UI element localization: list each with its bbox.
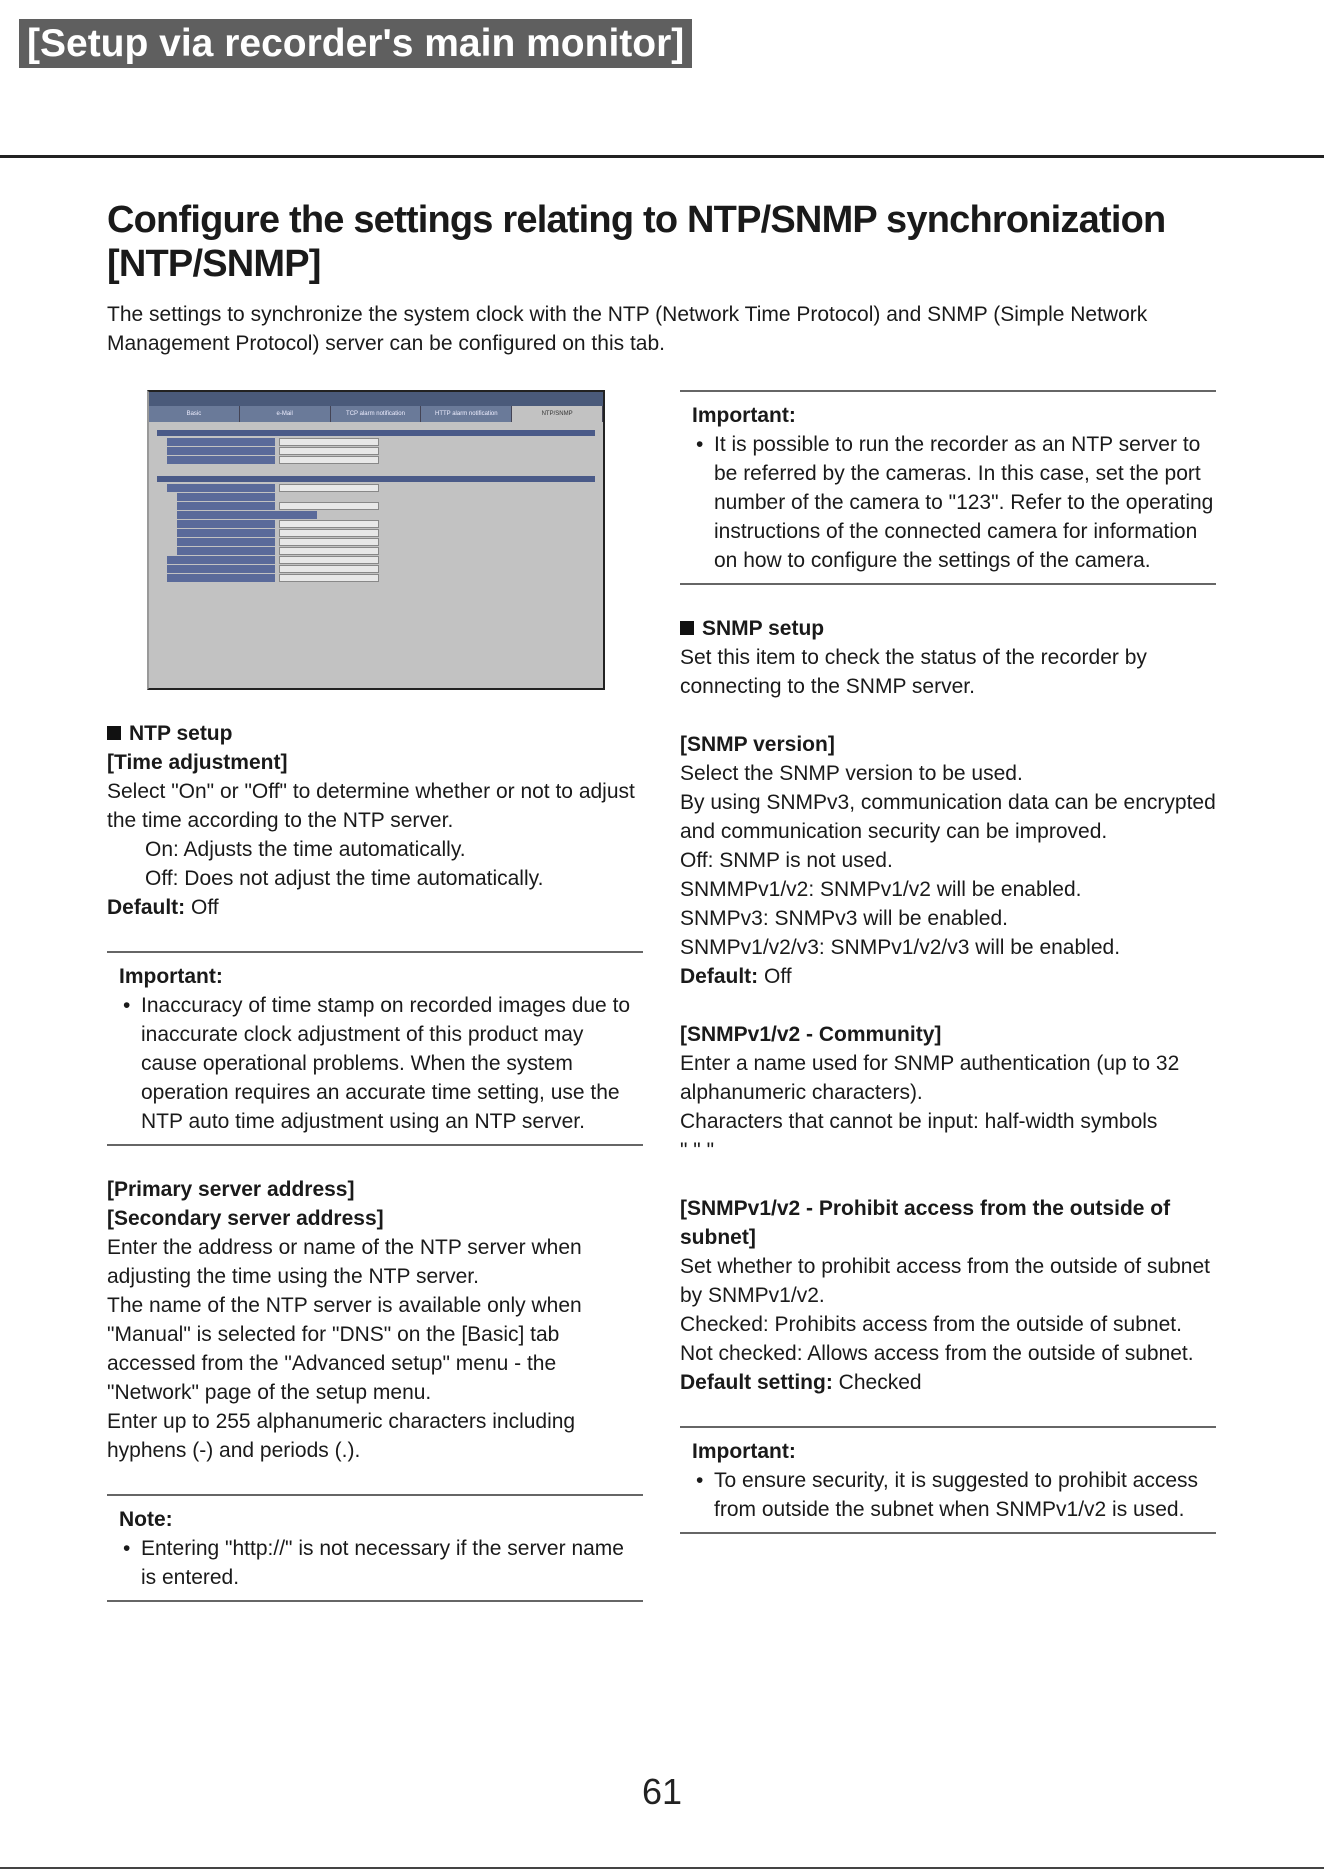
screenshot-row xyxy=(177,511,603,519)
server-desc-1: Enter the address or name of the NTP server when adjusting the time using the NTP server. xyxy=(107,1236,582,1288)
prohibit-default: Default setting: Checked xyxy=(680,1371,922,1394)
screenshot-row xyxy=(177,493,603,501)
snmp-version-option: Off: SNMP is not used. xyxy=(680,849,893,872)
important-bullet: • Inaccuracy of time stamp on recorded images due to inaccurate clock adjustment of this product may cause operational problems. When the system operation requires an accurate time setting, use the NTP auto time adjustment using an NTP server. xyxy=(123,994,631,1133)
important-bullet: • To ensure security, it is suggested to prohibit access from outside the subnet when SNMPv1/v2 is used. xyxy=(696,1469,1199,1521)
square-bullet-icon xyxy=(680,621,694,635)
community-symbols: " " " xyxy=(680,1139,715,1162)
community-title: [SNMPv1/v2 - Community] xyxy=(680,1023,942,1046)
time-adjustment-title: [Time adjustment] xyxy=(107,751,288,774)
screenshot-row xyxy=(167,438,603,446)
screenshot-ntp-band xyxy=(157,430,595,436)
screenshot-row xyxy=(177,502,603,510)
community-desc-2: Characters that cannot be input: half-width symbols xyxy=(680,1110,1158,1133)
screenshot-tab-active: NTP/SNMP xyxy=(512,406,603,422)
prohibit-checked: Checked: Prohibits access from the outside of subnet. xyxy=(680,1313,1182,1336)
screenshot-row xyxy=(177,547,603,555)
secondary-server-title: [Secondary server address] xyxy=(107,1207,384,1230)
snmp-version-title: [SNMP version] xyxy=(680,733,835,756)
primary-server-title: [Primary server address] xyxy=(107,1178,355,1201)
prohibit-access-desc: Set whether to prohibit access from the outside of subnet by SNMPv1/v2. xyxy=(680,1255,1210,1307)
snmp-version-option: SNMPv1/v2/v3: SNMPv1/v2/v3 will be enabled. xyxy=(680,936,1121,959)
note-box xyxy=(107,1494,643,1602)
time-adjustment-default: Default: Off xyxy=(107,896,219,919)
right-column xyxy=(680,390,1216,1534)
time-adjustment-desc: Select "On" or "Off" to determine whether or not to adjust the time according to the NTP server. xyxy=(107,780,635,832)
section-banner: [Setup via recorder's main monitor] xyxy=(19,19,692,68)
time-adjustment-on: On: Adjusts the time automatically. xyxy=(145,838,466,861)
screenshot-row xyxy=(167,456,603,464)
screenshot-row xyxy=(167,574,603,582)
community-desc-1: Enter a name used for SNMP authentication (up to 32 alphanumeric characters). xyxy=(680,1052,1180,1104)
page-title: Configure the settings relating to NTP/SNMP synchronization [NTP/SNMP] xyxy=(107,199,1166,285)
screenshot-row xyxy=(177,529,603,537)
important-box xyxy=(107,951,643,1146)
screenshot-snmp-band xyxy=(157,476,595,482)
server-desc-2: The name of the NTP server is available only when "Manual" is selected for "DNS" on the [Basic] tab accessed from the "Advanced setup" menu - the "Network" page of the setup menu. xyxy=(107,1294,582,1404)
screenshot-row xyxy=(167,484,603,492)
screenshot-row xyxy=(177,520,603,528)
intro-text: The settings to synchronize the system clock with the NTP (Network Time Protocol) and SNMP (Simple Network Management Protocol) server can be configured on this tab. xyxy=(107,303,1148,355)
screenshot-tab-bar xyxy=(149,406,603,422)
note-bullet: • Entering "http://" is not necessary if the server name is entered. xyxy=(123,1537,624,1589)
important-bullet: • It is possible to run the recorder as an NTP server to be referred by the cameras. In this case, set the port number of the camera to "123". Refer to the operating instructions of the connected camera for information on how to configure the settings of the camera. xyxy=(696,433,1214,572)
bottom-divider xyxy=(0,1867,1324,1869)
important-title: Important: xyxy=(692,1440,796,1463)
screenshot-row xyxy=(177,538,603,546)
snmp-version-default: Default: Off xyxy=(680,965,792,988)
screenshot-tab: TCP alarm notification xyxy=(331,406,422,422)
square-bullet-icon xyxy=(107,726,121,740)
prohibit-access-title: [SNMPv1/v2 - Prohibit access from the outside of subnet] xyxy=(680,1197,1171,1249)
snmp-setup-desc: Set this item to check the status of the recorder by connecting to the SNMP server. xyxy=(680,646,1147,698)
snmp-version-desc-1: Select the SNMP version to be used. xyxy=(680,762,1023,785)
snmp-version-option: SNMMPv1/v2: SNMPv1/v2 will be enabled. xyxy=(680,878,1082,901)
note-title: Note: xyxy=(119,1508,173,1531)
screenshot-row xyxy=(167,447,603,455)
screenshot-tab: HTTP alarm notification xyxy=(421,406,512,422)
screenshot-breadcrumb xyxy=(149,392,603,406)
top-divider xyxy=(0,155,1324,158)
settings-screenshot xyxy=(147,390,605,690)
screenshot-tab: e-Mail xyxy=(240,406,331,422)
page-number: 61 xyxy=(641,1771,683,1812)
ntp-setup-heading: NTP setup xyxy=(107,719,643,748)
snmp-version-option: SNMPv3: SNMPv3 will be enabled. xyxy=(680,907,1008,930)
time-adjustment-off: Off: Does not adjust the time automatically. xyxy=(145,867,544,890)
left-column xyxy=(107,390,643,1602)
snmp-version-desc-2: By using SNMPv3, communication data can be encrypted and communication security can be improved. xyxy=(680,791,1216,843)
important-box-security xyxy=(680,1426,1216,1534)
snmp-setup-heading: SNMP setup xyxy=(680,614,1216,643)
important-title: Important: xyxy=(692,404,796,427)
prohibit-not-checked: Not checked: Allows access from the outside of subnet. xyxy=(680,1342,1194,1365)
important-box-ntp-server xyxy=(680,390,1216,585)
important-title: Important: xyxy=(119,965,223,988)
server-desc-3: Enter up to 255 alphanumeric characters including hyphens (-) and periods (.). xyxy=(107,1410,576,1462)
screenshot-row xyxy=(167,565,603,573)
screenshot-row xyxy=(167,556,603,564)
screenshot-tab: Basic xyxy=(149,406,240,422)
